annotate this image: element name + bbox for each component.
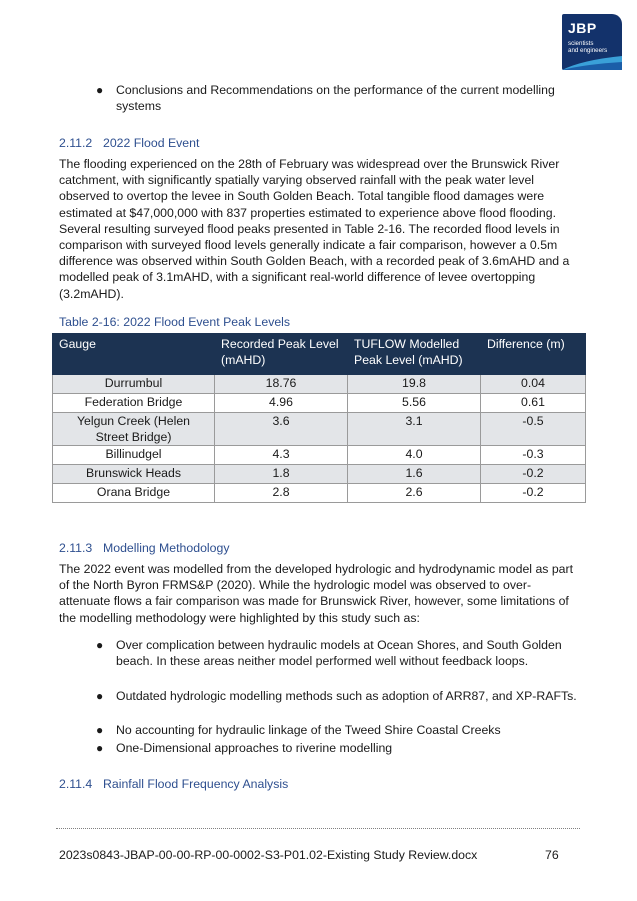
table-row: [53, 465, 586, 484]
column-header: Difference (m): [481, 334, 586, 375]
section-heading-2-11-4: 2.11.4 Rainfall Flood Frequency Analysis: [59, 777, 289, 791]
table-cell: -0.2: [481, 465, 586, 484]
table-cell: 4.0: [348, 446, 481, 465]
column-header: Recorded Peak Level (mAHD): [215, 334, 348, 375]
table-cell: 19.8: [348, 375, 481, 394]
table-cell: 3.1: [348, 413, 481, 446]
list-item-text: Outdated hydrologic modelling methods such as adoption of ARR87, and XP-RAFTs.: [116, 689, 577, 703]
column-header: Gauge: [53, 334, 215, 375]
bullet-icon: ●: [96, 741, 104, 755]
table-row: [53, 375, 586, 394]
list-item: [96, 637, 586, 669]
table-row: [53, 446, 586, 465]
table-cell: 0.04: [481, 375, 586, 394]
list-item-text: Over complication between hydraulic models at Ocean Shores, and South Golden beach. In these areas neither model performed well without feedback loops.: [116, 638, 562, 669]
section-heading-2-11-2: 2.11.2 2022 Flood Event: [59, 136, 200, 150]
table-cell: 2.6: [348, 484, 481, 503]
section-heading-2-11-3: 2.11.3 Modelling Methodology: [59, 541, 230, 555]
flood-event-paragraph: The flooding experienced on the 28th of February was widespread over the Brunswick River catchment, with significantly spatially varying observed rainfall with the peak water level observed to overtop the levee in South Golden Beach. Total tangible flood damages were estimated at $47,000,000 with 837 properties estimated to experience above flood flooding. Several resulting surveyed flood peaks presented in Table 2-16. The recorded flood levels in comparison with surveyed flood levels generally indicate a fair comparison, however a 0.5m difference was observed within South Golden Beach, with a recorded peak of 3.6mAHD and a modelled peak of 3.1mAHD, with a significant real-world difference of levee overtopping (3.2mAHD).: [59, 157, 570, 301]
flood-peak-levels-table: [52, 333, 586, 503]
table-row: [53, 413, 586, 446]
table-row: [53, 394, 586, 413]
list-item: [96, 82, 586, 114]
table-cell: -0.2: [481, 484, 586, 503]
table-cell: 1.8: [215, 465, 348, 484]
table-header-row: [53, 334, 586, 375]
list-item-text: No accounting for hydraulic linkage of the Tweed Shire Coastal Creeks: [116, 723, 501, 737]
table-cell: 3.6: [215, 413, 348, 446]
column-header: TUFLOW Modelled Peak Level (mAHD): [348, 334, 481, 375]
table-cell: 18.76: [215, 375, 348, 394]
table-cell: 5.56: [348, 394, 481, 413]
bullet-icon: ●: [96, 723, 104, 737]
page-number: 76: [545, 848, 559, 862]
logo-name: JBP: [568, 20, 597, 36]
table-cell: 4.3: [215, 446, 348, 465]
table-cell: -0.3: [481, 446, 586, 465]
table-cell: 4.96: [215, 394, 348, 413]
table-cell: 0.61: [481, 394, 586, 413]
logo-wave-icon: [562, 54, 622, 70]
bullet-icon: ●: [96, 83, 104, 97]
list-item-text: Conclusions and Recommendations on the performance of the current modelling systems: [116, 83, 555, 114]
list-item: [96, 740, 586, 756]
table-cell: 2.8: [215, 484, 348, 503]
list-item-text: One-Dimensional approaches to riverine modelling: [116, 741, 393, 755]
footer-divider: [56, 828, 580, 829]
table-cell: Federation Bridge: [53, 394, 215, 413]
footer-document-name: 2023s0843-JBAP-00-00-RP-00-0002-S3-P01.02-Existing Study Review.docx: [59, 848, 478, 862]
table-row: [53, 484, 586, 503]
table-caption: Table 2-16: 2022 Flood Event Peak Levels: [59, 315, 291, 329]
bullet-icon: ●: [96, 638, 104, 652]
table-cell: Yelgun Creek (Helen Street Bridge): [53, 413, 215, 446]
bullet-icon: ●: [96, 689, 104, 703]
table-cell: Durrumbul: [53, 375, 215, 394]
table-cell: -0.5: [481, 413, 586, 446]
list-item: [96, 688, 586, 704]
table-cell: Orana Bridge: [53, 484, 215, 503]
logo-tagline: scientists and engineers: [568, 40, 608, 54]
table-cell: 1.6: [348, 465, 481, 484]
methodology-paragraph: The 2022 event was modelled from the developed hydrologic and hydrodynamic model as part of the North Byron FRMS&P (2020). While the hydrologic model was observed to over-attenuate flows a fair comparison was made for Brunswick River, however, some limitations of the modelling methodology were highlighted by this study such as:: [59, 562, 574, 625]
table-cell: Brunswick Heads: [53, 465, 215, 484]
list-item: [96, 722, 586, 738]
table-cell: Billinudgel: [53, 446, 215, 465]
